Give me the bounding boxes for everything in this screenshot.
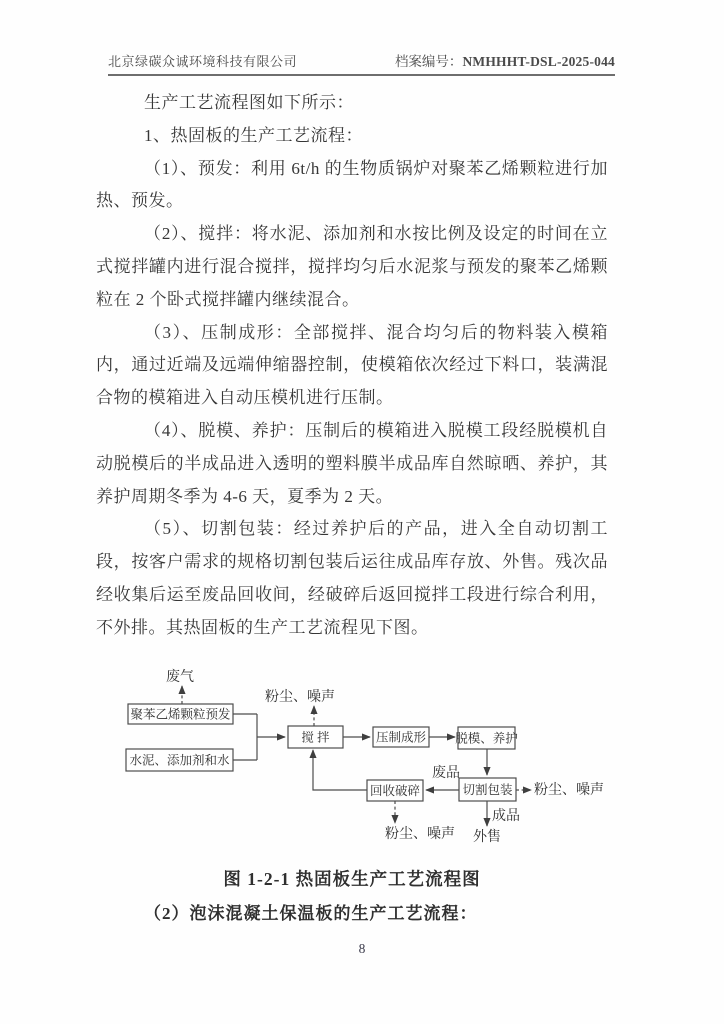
box-mixing-label: 搅 拌 (301, 730, 330, 745)
label-dust-noise-recycling: 粉尘、噪声 (385, 827, 455, 842)
box-demolding-label: 脱模、养护 (455, 731, 518, 746)
section-2-heading: （2）泡沫混凝土保温板的生产工艺流程： (144, 904, 478, 923)
archive-no-value: NMHHHT-DSL-2025-044 (462, 54, 615, 69)
box-pre-expansion-label: 聚苯乙烯颗粒预发 (130, 707, 231, 722)
document-body (96, 87, 608, 645)
archive-number (395, 50, 615, 70)
paragraph-intro: 生产工艺流程图如下所示： (144, 93, 354, 112)
page-number: 8 (358, 941, 366, 956)
flow-box-mixing (288, 726, 343, 748)
label-waste-scrap: 废品 (432, 766, 460, 781)
paragraph-step-2: （2）、搅拌：将水泥、添加剂和水按比例及设定的时间在立式搅拌罐内进行混合搅拌，搅拌均匀后水泥浆与预发的聚苯乙烯颗粒在 2 个卧式搅拌罐内继续混合。 (96, 224, 608, 309)
flow-box-materials (126, 749, 233, 771)
box-pressing-label: 压制成形 (375, 730, 427, 745)
flow-box-demolding (455, 727, 518, 749)
figure-caption: 图 1-2-1 热固板生产工艺流程图 (223, 869, 481, 889)
process-flow-diagram (0, 650, 724, 862)
box-recycling-label: 回收破碎 (369, 784, 421, 798)
arrow-recycling-to-mixing (313, 750, 367, 790)
company-name: 北京绿碳众诚环境科技有限公司 (108, 54, 298, 69)
archive-label: 档案编号： (394, 54, 463, 69)
page-header (108, 50, 615, 76)
flow-box-pre-expansion (128, 704, 233, 724)
flow-box-recycling (367, 780, 423, 801)
paragraph-step-1: （1）、预发：利用 6t/h 的生物质锅炉对聚苯乙烯颗粒进行加热、预发。 (96, 158, 608, 211)
label-finished-product: 成品 (492, 809, 520, 824)
label-dust-noise-cutting: 粉尘、噪声 (534, 783, 604, 798)
box-cutting-label: 切割包装 (462, 783, 513, 797)
flow-box-cutting (459, 778, 516, 801)
paragraph-step-4: （4）、脱模、养护：压制后的模箱进入脱模工段经脱模机自动脱模后的半成品进入透明的塑料膜半成品库自然晾晒、养护，其养护周期冬季为 4-6 天，夏季为 2 天。 (96, 420, 608, 506)
label-waste-gas: 废气 (166, 670, 194, 685)
paragraph-step-3: （3）、压制成形：全部搅拌、混合均匀后的物料装入模箱内，通过近端及远端伸缩器控制，使模箱依次经过下料口，装满混合物的模箱进入自动压模机进行压制。 (96, 322, 608, 408)
label-dust-noise-mixing: 粉尘、噪声 (265, 690, 335, 705)
paragraph-section-1: 1、热固板的生产工艺流程： (144, 125, 363, 145)
paragraph-step-5: （5）、切割包装：经过养护后的产品，进入全自动切割工段，按客户需求的规格切割包装后运往成品库存放、外售。残次品经收集后运至废品回收间，经破碎后返回搅拌工段进行综合利用，不外排。其热固板的生产工艺流程见下图。 (96, 519, 608, 637)
label-external-sale: 外售 (473, 830, 501, 845)
box-materials-label: 水泥、添加剂和水 (129, 753, 230, 768)
flow-box-pressing (373, 727, 429, 747)
